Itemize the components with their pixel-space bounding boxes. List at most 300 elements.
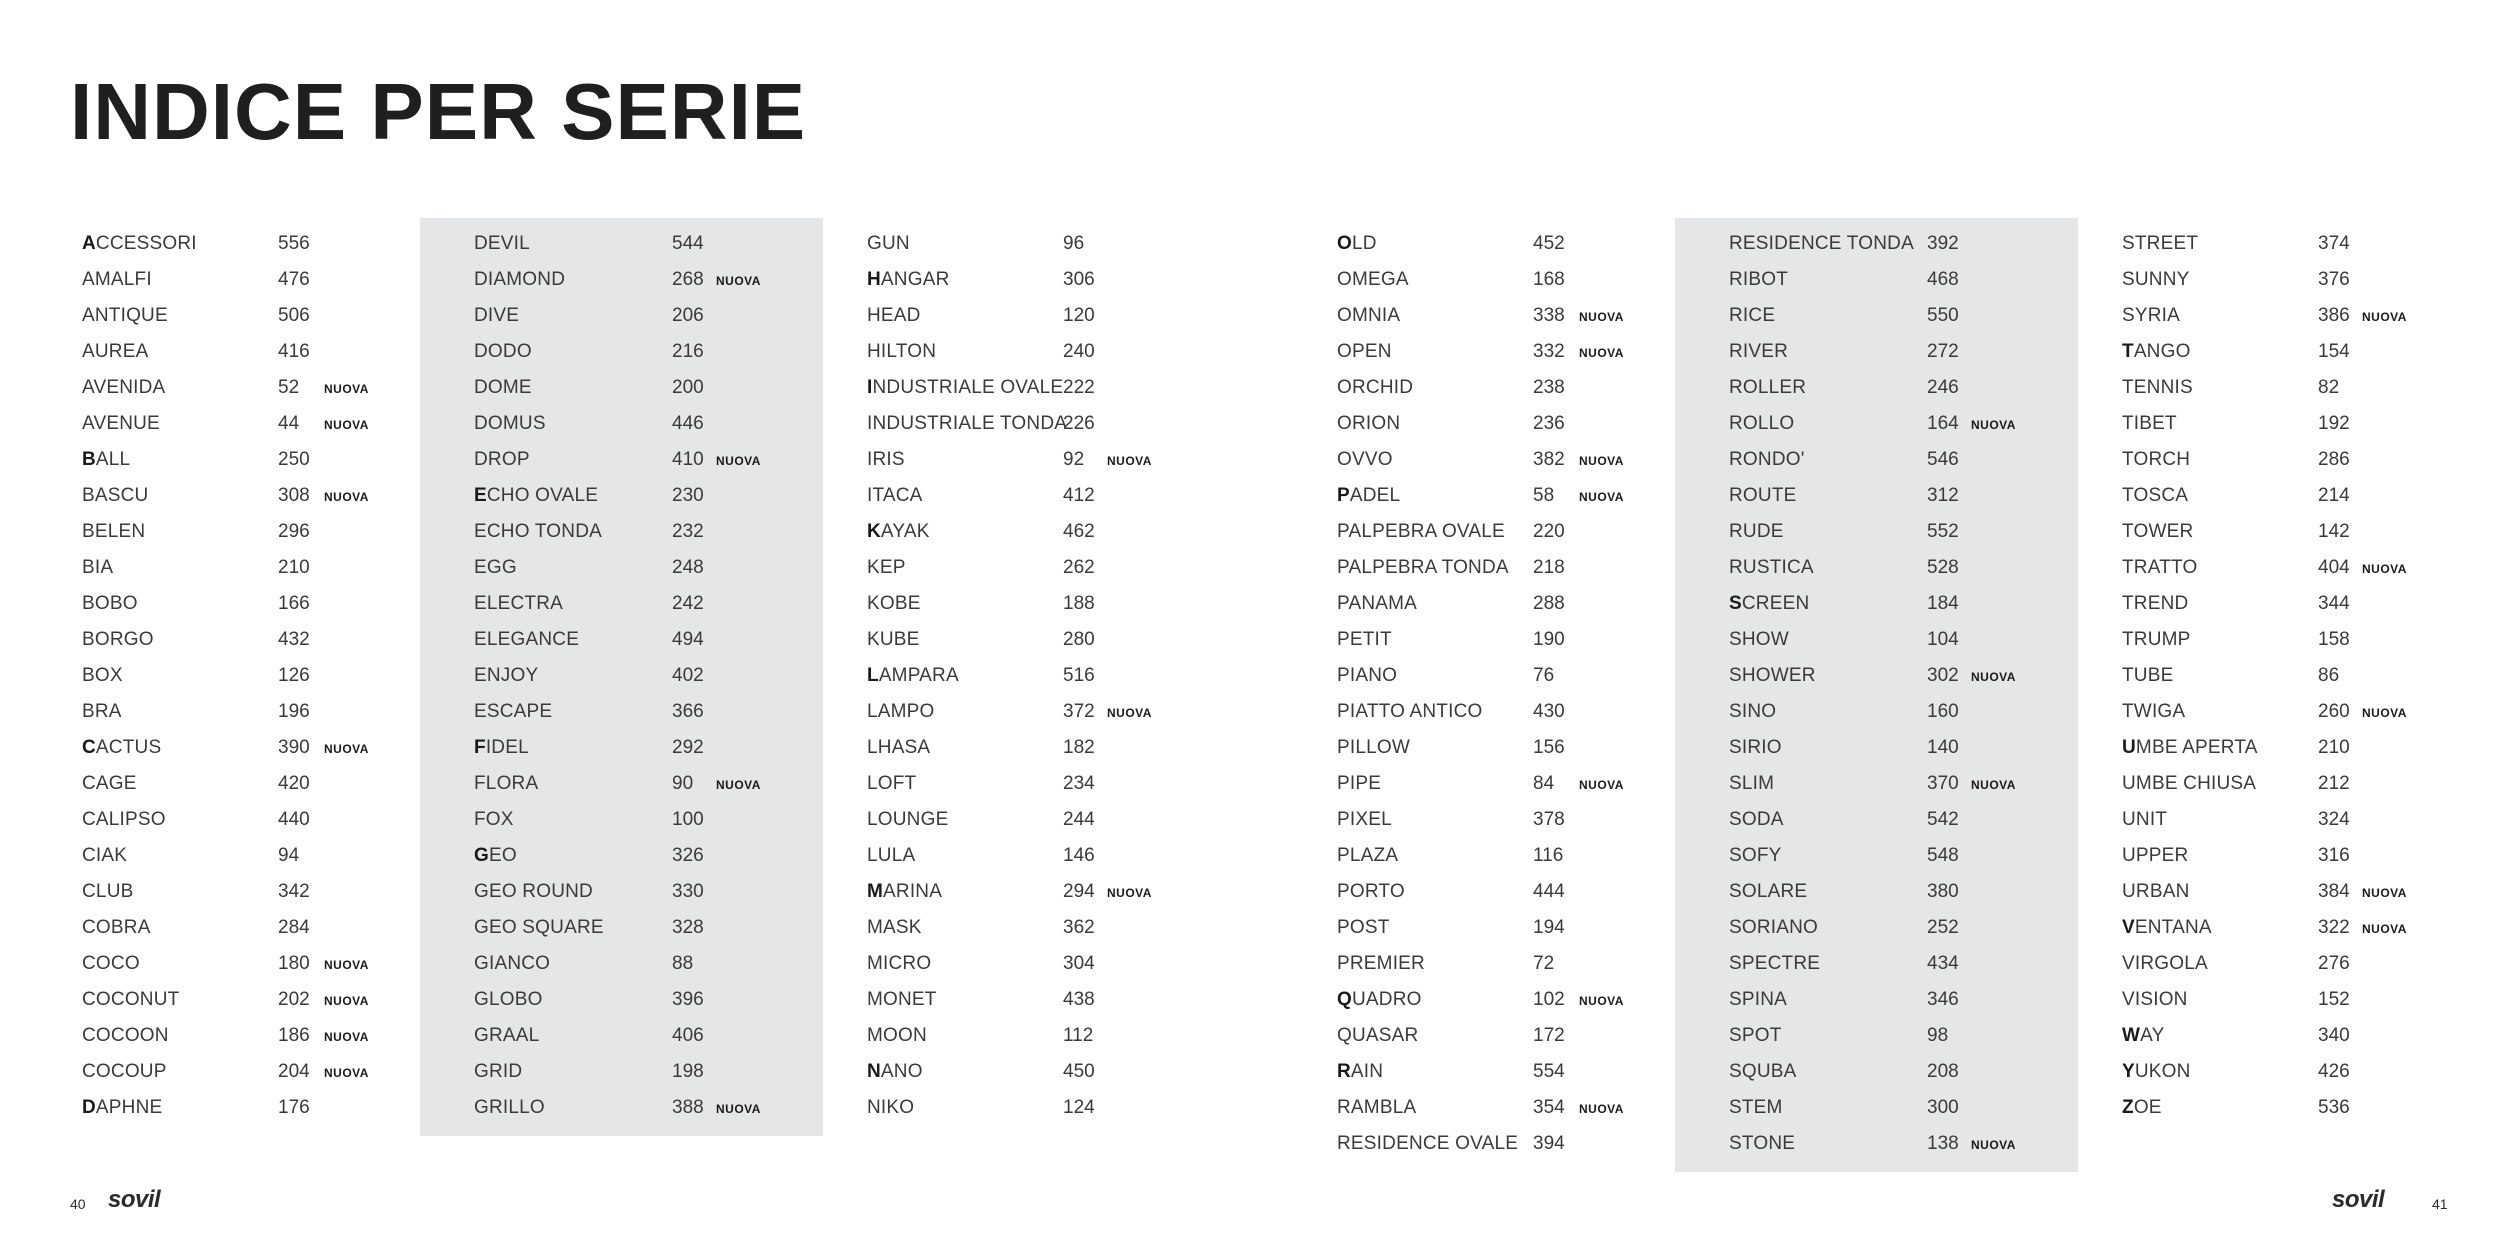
- page-number: 204: [278, 1061, 310, 1082]
- page-number: 232: [672, 521, 704, 542]
- page-number: 262: [1063, 557, 1095, 578]
- index-entry: [1325, 334, 1665, 370]
- page-number: 432: [278, 629, 310, 650]
- series-name: RUDE: [1729, 521, 1784, 542]
- index-entry: [1675, 622, 2078, 658]
- series-name: DAPHNE: [82, 1097, 163, 1118]
- index-entry: [1675, 658, 2078, 694]
- series-name: RIVER: [1729, 341, 1789, 362]
- series-name: GEO ROUND: [474, 881, 593, 902]
- page-number: 244: [1063, 809, 1095, 830]
- series-name: SOFY: [1729, 845, 1782, 866]
- page-number: 102: [1533, 989, 1565, 1010]
- series-name: FLORA: [474, 773, 539, 794]
- series-name: PIXEL: [1337, 809, 1392, 830]
- page-number: 554: [1533, 1061, 1565, 1082]
- page-number: 158: [2318, 629, 2350, 650]
- series-name: BALL: [82, 449, 131, 470]
- series-name: KEP: [867, 557, 906, 578]
- page-number: 450: [1063, 1061, 1095, 1082]
- page-number: 552: [1927, 521, 1959, 542]
- index-entry: [855, 1018, 1190, 1054]
- page-number: 444: [1533, 881, 1565, 902]
- index-entry: [2110, 1018, 2440, 1054]
- page-number: 434: [1927, 953, 1959, 974]
- index-entry: [1675, 406, 2078, 442]
- index-entry: [1325, 478, 1665, 514]
- page-number: 226: [1063, 413, 1095, 434]
- series-name: GEO SQUARE: [474, 917, 604, 938]
- page-number: 206: [672, 305, 704, 326]
- series-name: VENTANA: [2122, 917, 2212, 938]
- index-entry: [855, 838, 1190, 874]
- page-number: 404: [2318, 557, 2350, 578]
- series-name: TWIGA: [2122, 701, 2186, 722]
- page-number: 402: [672, 665, 704, 686]
- page-number: 260: [2318, 701, 2350, 722]
- index-entry: [855, 514, 1190, 550]
- index-entry: [855, 802, 1190, 838]
- series-name: GUN: [867, 233, 910, 254]
- series-name: LHASA: [867, 737, 931, 758]
- index-entry: [1325, 550, 1665, 586]
- index-entry: [1675, 298, 2078, 334]
- index-column-1: [70, 218, 405, 1136]
- series-name: AVENIDA: [82, 377, 166, 398]
- series-name: RICE: [1729, 305, 1776, 326]
- index-entry: [70, 910, 405, 946]
- index-entry: [855, 586, 1190, 622]
- index-entry: [2110, 982, 2440, 1018]
- index-entry: [70, 946, 405, 982]
- series-name: SPINA: [1729, 989, 1788, 1010]
- series-name: KAYAK: [867, 521, 930, 542]
- series-name: BIA: [82, 557, 114, 578]
- page-number: 312: [1927, 485, 1959, 506]
- series-name: ROLLO: [1729, 413, 1795, 434]
- series-name: ZOE: [2122, 1097, 2162, 1118]
- index-entry: [420, 550, 823, 586]
- index-entry: [2110, 658, 2440, 694]
- series-name: SPOT: [1729, 1025, 1782, 1046]
- series-name: TENNIS: [2122, 377, 2193, 398]
- page-number: 328: [672, 917, 704, 938]
- series-name: ORION: [1337, 413, 1401, 434]
- index-entry: [70, 874, 405, 910]
- page-number: 372: [1063, 701, 1095, 722]
- new-badge: NUOVA: [1579, 346, 1624, 360]
- index-entry: [1325, 586, 1665, 622]
- series-name: TREND: [2122, 593, 2189, 614]
- new-badge: NUOVA: [1579, 778, 1624, 792]
- series-name: SCREEN: [1729, 593, 1810, 614]
- page-number: 126: [278, 665, 310, 686]
- series-name: MASK: [867, 917, 922, 938]
- new-badge: NUOVA: [2362, 310, 2407, 324]
- series-name: OMEGA: [1337, 269, 1409, 290]
- page-number: 138: [1927, 1133, 1959, 1154]
- index-entry: [1325, 658, 1665, 694]
- page-title: INDICE PER SERIE: [70, 67, 807, 156]
- page-number: 528: [1927, 557, 1959, 578]
- page-number: 396: [672, 989, 704, 1010]
- series-name: PILLOW: [1337, 737, 1410, 758]
- new-badge: NUOVA: [324, 490, 369, 504]
- series-name: PLAZA: [1337, 845, 1399, 866]
- series-name: PALPEBRA OVALE: [1337, 521, 1505, 542]
- series-name: ORCHID: [1337, 377, 1414, 398]
- series-name: KOBE: [867, 593, 921, 614]
- series-name: RESIDENCE TONDA: [1729, 233, 1914, 254]
- page-number: 322: [2318, 917, 2350, 938]
- page-number: 276: [2318, 953, 2350, 974]
- index-entry: [420, 514, 823, 550]
- page-number: 296: [278, 521, 310, 542]
- series-name: URBAN: [2122, 881, 2190, 902]
- index-entry: [855, 658, 1190, 694]
- index-entry: [2110, 730, 2440, 766]
- index-entry: [1325, 370, 1665, 406]
- index-entry: [420, 910, 823, 946]
- index-entry: [420, 370, 823, 406]
- index-entry: [1675, 694, 2078, 730]
- new-badge: NUOVA: [716, 274, 761, 288]
- page-number: 536: [2318, 1097, 2350, 1118]
- index-entry: [855, 550, 1190, 586]
- series-name: TIBET: [2122, 413, 2177, 434]
- index-entry: [70, 514, 405, 550]
- page-number: 332: [1533, 341, 1565, 362]
- index-column-3: [855, 218, 1190, 1136]
- series-name: MARINA: [867, 881, 943, 902]
- index-entry: [1325, 226, 1665, 262]
- index-column-6: [2110, 218, 2440, 1136]
- page-number: 412: [1063, 485, 1095, 506]
- series-name: UMBE CHIUSA: [2122, 773, 2257, 794]
- page-number: 76: [1533, 665, 1555, 686]
- series-name: TANGO: [2122, 341, 2191, 362]
- page-number: 124: [1063, 1097, 1095, 1118]
- new-badge: NUOVA: [1579, 994, 1624, 1008]
- index-entry: [1325, 1054, 1665, 1090]
- page-number: 550: [1927, 305, 1959, 326]
- series-name: SYRIA: [2122, 305, 2181, 326]
- page-number: 98: [1927, 1025, 1949, 1046]
- page-number: 172: [1533, 1025, 1565, 1046]
- page-number: 216: [672, 341, 704, 362]
- index-entry: [1675, 838, 2078, 874]
- series-name: CACTUS: [82, 737, 162, 758]
- page-number: 220: [1533, 521, 1565, 542]
- series-name: DODO: [474, 341, 532, 362]
- index-entry: [855, 694, 1190, 730]
- index-entry: [70, 730, 405, 766]
- page-number: 392: [1927, 233, 1959, 254]
- index-entry: [420, 1090, 823, 1126]
- index-entry: [70, 334, 405, 370]
- page-number: 86: [2318, 665, 2340, 686]
- series-name: ROLLER: [1729, 377, 1807, 398]
- index-entry: [1325, 874, 1665, 910]
- index-entry: [1675, 874, 2078, 910]
- page-number: 140: [1927, 737, 1959, 758]
- index-entry: [2110, 550, 2440, 586]
- series-name: KUBE: [867, 629, 920, 650]
- page-number: 192: [2318, 413, 2350, 434]
- page-number: 292: [672, 737, 704, 758]
- series-name: RONDO': [1729, 449, 1805, 470]
- index-entry: [420, 406, 823, 442]
- new-badge: NUOVA: [716, 454, 761, 468]
- new-badge: NUOVA: [324, 418, 369, 432]
- index-entry: [420, 946, 823, 982]
- page-number: 430: [1533, 701, 1565, 722]
- page-number: 476: [278, 269, 310, 290]
- page-number: 156: [1533, 737, 1565, 758]
- series-name: DOME: [474, 377, 532, 398]
- series-name: PIANO: [1337, 665, 1398, 686]
- page-number: 330: [672, 881, 704, 902]
- page-number: 354: [1533, 1097, 1565, 1118]
- page-number: 210: [2318, 737, 2350, 758]
- index-entry: [1325, 1018, 1665, 1054]
- index-entry: [2110, 298, 2440, 334]
- index-entry: [1325, 1090, 1665, 1126]
- index-entry: [420, 982, 823, 1018]
- page-number: 344: [2318, 593, 2350, 614]
- index-entry: [1325, 946, 1665, 982]
- index-entry: [1675, 370, 2078, 406]
- index-entry: [2110, 838, 2440, 874]
- series-name: NANO: [867, 1061, 923, 1082]
- series-name: TOSCA: [2122, 485, 2189, 506]
- series-name: ROUTE: [1729, 485, 1797, 506]
- page-number: 316: [2318, 845, 2350, 866]
- series-name: BORGO: [82, 629, 154, 650]
- series-name: DIAMOND: [474, 269, 566, 290]
- index-entry: [1325, 910, 1665, 946]
- series-name: LOUNGE: [867, 809, 949, 830]
- index-entry: [855, 370, 1190, 406]
- page-number: 242: [672, 593, 704, 614]
- page-number: 284: [278, 917, 310, 938]
- index-entry: [420, 1018, 823, 1054]
- series-name: CAGE: [82, 773, 137, 794]
- index-entry: [1675, 586, 2078, 622]
- index-entry: [1675, 1126, 2078, 1162]
- page-number: 516: [1063, 665, 1095, 686]
- page-number: 362: [1063, 917, 1095, 938]
- page-number: 388: [672, 1097, 704, 1118]
- series-name: POST: [1337, 917, 1390, 938]
- page-number: 378: [1533, 809, 1565, 830]
- series-name: STREET: [2122, 233, 2199, 254]
- page-number: 294: [1063, 881, 1095, 902]
- series-name: EGG: [474, 557, 517, 578]
- series-name: SQUBA: [1729, 1061, 1797, 1082]
- index-entry: [2110, 334, 2440, 370]
- index-entry: [2110, 874, 2440, 910]
- page-number: 286: [2318, 449, 2350, 470]
- page-number-left: 40: [70, 1196, 86, 1212]
- series-name: SINO: [1729, 701, 1777, 722]
- page-number: 548: [1927, 845, 1959, 866]
- index-entry: [1675, 262, 2078, 298]
- series-name: MONET: [867, 989, 937, 1010]
- series-name: STONE: [1729, 1133, 1796, 1154]
- page-number: 300: [1927, 1097, 1959, 1118]
- index-entry: [2110, 262, 2440, 298]
- page-number: 92: [1063, 449, 1085, 470]
- page-number: 250: [278, 449, 310, 470]
- page-number: 440: [278, 809, 310, 830]
- series-name: AVENUE: [82, 413, 160, 434]
- page-number-right: 41: [2432, 1196, 2448, 1212]
- series-name: ELEGANCE: [474, 629, 580, 650]
- series-name: CLUB: [82, 881, 134, 902]
- page-number: 152: [2318, 989, 2350, 1010]
- page-number: 230: [672, 485, 704, 506]
- index-entry: [420, 766, 823, 802]
- series-name: BASCU: [82, 485, 149, 506]
- index-entry: [70, 478, 405, 514]
- page-number: 252: [1927, 917, 1959, 938]
- page-number: 166: [278, 593, 310, 614]
- index-column-2: [420, 218, 823, 1136]
- page-number: 382: [1533, 449, 1565, 470]
- index-entry: [855, 334, 1190, 370]
- page-number: 210: [278, 557, 310, 578]
- series-name: PIPE: [1337, 773, 1382, 794]
- index-entry: [420, 694, 823, 730]
- page-number: 546: [1927, 449, 1959, 470]
- series-name: DIVE: [474, 305, 520, 326]
- page-number: 366: [672, 701, 704, 722]
- index-entry: [1325, 694, 1665, 730]
- series-name: PORTO: [1337, 881, 1405, 902]
- page-number: 556: [278, 233, 310, 254]
- series-name: UMBE APERTA: [2122, 737, 2258, 758]
- page-number: 116: [1533, 845, 1564, 866]
- index-entry: [1325, 514, 1665, 550]
- series-name: UPPER: [2122, 845, 2189, 866]
- page-number: 248: [672, 557, 704, 578]
- index-column-5: [1675, 218, 2078, 1172]
- series-name: COBRA: [82, 917, 151, 938]
- series-name: ENJOY: [474, 665, 539, 686]
- series-name: INDUSTRIALE TONDA: [867, 413, 1068, 434]
- series-name: STEM: [1729, 1097, 1783, 1118]
- series-name: LOFT: [867, 773, 917, 794]
- series-name: GEO: [474, 845, 517, 866]
- series-name: FIDEL: [474, 737, 529, 758]
- page-number: 112: [1063, 1025, 1094, 1046]
- page-number: 390: [278, 737, 310, 758]
- new-badge: NUOVA: [1971, 1138, 2016, 1152]
- page-number: 416: [278, 341, 310, 362]
- page-number: 82: [2318, 377, 2340, 398]
- series-name: ECHO OVALE: [474, 485, 599, 506]
- page-number: 406: [672, 1025, 704, 1046]
- index-entry: [2110, 370, 2440, 406]
- series-name: COCOON: [82, 1025, 169, 1046]
- new-badge: NUOVA: [324, 958, 369, 972]
- series-name: SHOW: [1729, 629, 1789, 650]
- series-name: SHOWER: [1729, 665, 1816, 686]
- series-name: COCONUT: [82, 989, 180, 1010]
- new-badge: NUOVA: [1107, 706, 1152, 720]
- index-entry: [70, 586, 405, 622]
- series-name: GLOBO: [474, 989, 543, 1010]
- series-name: WAY: [2122, 1025, 2165, 1046]
- index-entry: [2110, 622, 2440, 658]
- index-entry: [855, 622, 1190, 658]
- index-entry: [420, 262, 823, 298]
- new-badge: NUOVA: [324, 994, 369, 1008]
- new-badge: NUOVA: [324, 382, 369, 396]
- index-entry: [70, 766, 405, 802]
- index-column-4: [1325, 218, 1665, 1172]
- index-entry: [2110, 946, 2440, 982]
- page-number: 88: [672, 953, 694, 974]
- page-number: 212: [2318, 773, 2350, 794]
- page-number: 240: [1063, 341, 1095, 362]
- index-entry: [855, 226, 1190, 262]
- index-entry: [70, 1054, 405, 1090]
- page-number: 160: [1927, 701, 1959, 722]
- page-number: 308: [278, 485, 310, 506]
- page-number: 280: [1063, 629, 1095, 650]
- page-number: 342: [278, 881, 310, 902]
- series-name: OVVO: [1337, 449, 1393, 470]
- new-badge: NUOVA: [1971, 418, 2016, 432]
- index-entry: [1675, 802, 2078, 838]
- series-name: TORCH: [2122, 449, 2191, 470]
- series-name: SUNNY: [2122, 269, 2190, 290]
- index-entry: [420, 730, 823, 766]
- page-number: 52: [278, 377, 300, 398]
- series-name: AMALFI: [82, 269, 152, 290]
- index-entry: [855, 910, 1190, 946]
- index-entry: [1325, 730, 1665, 766]
- new-badge: NUOVA: [1107, 454, 1152, 468]
- series-name: BOX: [82, 665, 123, 686]
- page-number: 494: [672, 629, 704, 650]
- series-name: COCOUP: [82, 1061, 167, 1082]
- index-entry: [1325, 298, 1665, 334]
- index-entry: [70, 298, 405, 334]
- page-number: 90: [672, 773, 694, 794]
- series-name: CALIPSO: [82, 809, 166, 830]
- index-entry: [1325, 442, 1665, 478]
- series-name: ACCESSORI: [82, 233, 197, 254]
- index-entry: [420, 622, 823, 658]
- series-name: SIRIO: [1729, 737, 1782, 758]
- page-number: 386: [2318, 305, 2350, 326]
- index-entry: [420, 226, 823, 262]
- index-entry: [420, 298, 823, 334]
- page-number: 214: [2318, 485, 2350, 506]
- series-name: UNIT: [2122, 809, 2168, 830]
- page-number: 380: [1927, 881, 1959, 902]
- index-entry: [855, 1054, 1190, 1090]
- index-entry: [855, 874, 1190, 910]
- index-entry: [855, 946, 1190, 982]
- index-entry: [70, 442, 405, 478]
- series-name: TRATTO: [2122, 557, 2198, 578]
- index-entry: [70, 622, 405, 658]
- page-number: 188: [1063, 593, 1095, 614]
